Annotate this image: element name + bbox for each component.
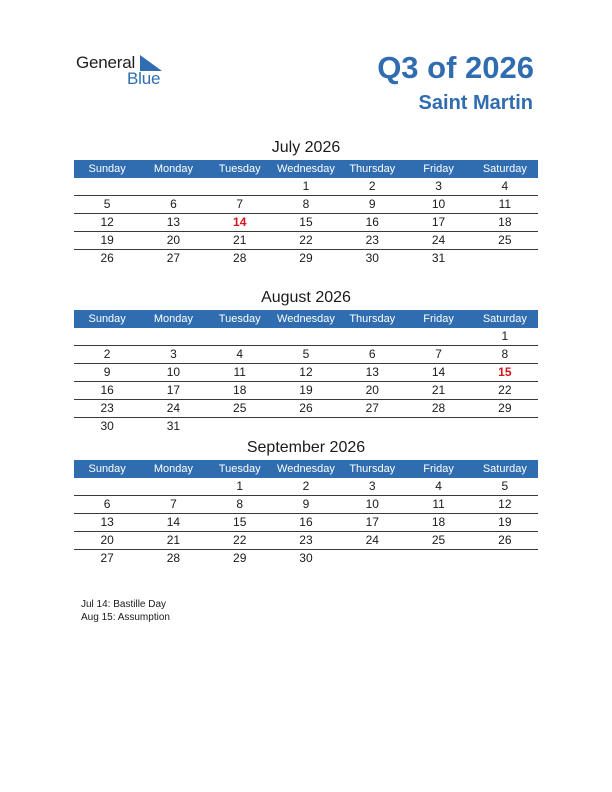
weekday-header: Sunday <box>88 313 126 325</box>
day-cell: 29 <box>299 251 313 265</box>
day-cell: 9 <box>368 197 376 211</box>
week-row <box>74 250 538 267</box>
day-cell: 18 <box>431 515 446 529</box>
weekday-header: Monday <box>153 463 193 475</box>
weekday-header: Saturday <box>482 313 527 325</box>
day-cell: 13 <box>166 215 181 229</box>
holiday-note: Aug 15: Assumption <box>81 612 170 623</box>
day-cell: 30 <box>100 419 114 433</box>
day-cell: 15 <box>299 215 313 229</box>
weekday-header: Tuesday <box>218 313 261 325</box>
day-cell: 21 <box>233 233 247 247</box>
day-cell: 1 <box>501 329 509 343</box>
day-cell: 19 <box>299 383 313 397</box>
weekday-header: Saturday <box>482 463 527 475</box>
day-cell: 9 <box>302 497 310 511</box>
day-cell: 28 <box>431 401 446 415</box>
month-calendar-september <box>74 437 538 567</box>
day-cell: 17 <box>166 383 181 397</box>
weekday-header: Wednesday <box>277 313 335 325</box>
weekday-header: Tuesday <box>218 463 261 475</box>
empty-day-cell <box>74 478 140 495</box>
day-cell: 16 <box>299 515 313 529</box>
day-cell: 9 <box>103 365 111 379</box>
day-cell: 6 <box>170 197 177 211</box>
day-cell: 20 <box>365 383 379 397</box>
weekday-header-row <box>74 460 538 478</box>
generalblue-logo <box>76 53 176 89</box>
day-cell: 29 <box>233 551 247 565</box>
day-cell: 27 <box>100 551 114 565</box>
day-cell: 11 <box>233 365 246 379</box>
day-cell: 20 <box>166 233 181 247</box>
holiday-notes <box>81 598 170 624</box>
day-cell: 6 <box>368 347 376 361</box>
day-cell: 12 <box>299 365 313 379</box>
day-cell: 21 <box>431 383 446 397</box>
day-cell: 31 <box>166 419 181 433</box>
day-cell: 8 <box>501 347 509 361</box>
week-row <box>74 400 538 418</box>
day-cell: 18 <box>498 215 512 229</box>
empty-day-cell <box>405 328 471 345</box>
day-cell: 2 <box>302 479 310 493</box>
empty-day-cell <box>207 178 273 195</box>
day-cell: 4 <box>501 179 509 193</box>
weekday-header: Wednesday <box>277 163 335 175</box>
day-cell: 22 <box>233 533 247 547</box>
week-row <box>74 178 538 196</box>
week-row <box>74 478 538 496</box>
weekday-header: Thursday <box>349 163 396 175</box>
page-title: Q3 of 2026 <box>377 50 534 85</box>
empty-day-cell <box>472 418 538 435</box>
day-cell: 7 <box>170 497 177 511</box>
weekday-header: Friday <box>423 463 454 475</box>
weekday-header: Sunday <box>88 463 126 475</box>
empty-day-cell <box>140 178 206 195</box>
empty-day-cell <box>339 328 405 345</box>
day-cell: 2 <box>103 347 111 361</box>
day-cell: 8 <box>302 197 310 211</box>
day-cell: 23 <box>100 401 114 415</box>
day-cell: 1 <box>236 479 244 493</box>
weekday-header: Friday <box>423 313 454 325</box>
day-cell: 29 <box>498 401 512 415</box>
month-title: September 2026 <box>246 439 366 456</box>
day-cell: 20 <box>100 533 114 547</box>
empty-day-cell <box>74 328 140 345</box>
day-cell: 5 <box>103 197 111 211</box>
day-cell: 23 <box>365 233 379 247</box>
day-cell: 3 <box>435 179 442 193</box>
empty-day-cell <box>74 178 140 195</box>
day-cell: 25 <box>431 533 446 547</box>
region-name: Saint Martin <box>418 92 533 114</box>
day-cell: 17 <box>431 215 446 229</box>
day-cell: 5 <box>302 347 310 361</box>
weekday-header: Wednesday <box>277 463 335 475</box>
week-row <box>74 232 538 250</box>
day-cell: 27 <box>365 401 379 415</box>
week-row <box>74 514 538 532</box>
day-cell: 26 <box>498 533 512 547</box>
day-cell: 26 <box>100 251 114 265</box>
week-row <box>74 328 538 346</box>
week-row <box>74 346 538 364</box>
week-row <box>74 418 538 435</box>
empty-day-cell <box>273 328 339 345</box>
holiday-day-cell: 15 <box>498 365 512 379</box>
empty-day-cell <box>472 250 538 267</box>
day-cell: 19 <box>498 515 512 529</box>
day-cell: 22 <box>299 233 313 247</box>
holiday-note: Jul 14: Bastille Day <box>81 599 167 610</box>
month-calendar-august <box>74 287 538 435</box>
day-cell: 16 <box>100 383 114 397</box>
empty-day-cell <box>140 328 206 345</box>
empty-day-cell <box>207 418 273 435</box>
empty-day-cell <box>472 550 538 567</box>
day-cell: 4 <box>236 347 244 361</box>
day-cell: 2 <box>368 179 376 193</box>
day-cell: 22 <box>498 383 512 397</box>
weekday-header: Saturday <box>482 163 527 175</box>
week-row <box>74 550 538 567</box>
day-cell: 10 <box>166 365 181 379</box>
day-cell: 30 <box>299 551 313 565</box>
day-cell: 13 <box>100 515 114 529</box>
week-row <box>74 496 538 514</box>
week-row <box>74 532 538 550</box>
weekday-header: Thursday <box>349 313 396 325</box>
week-row <box>74 196 538 214</box>
weekday-header: Thursday <box>349 463 396 475</box>
weekday-header: Tuesday <box>218 163 261 175</box>
day-cell: 3 <box>368 479 376 493</box>
day-cell: 10 <box>365 497 379 511</box>
weekday-header-row <box>74 310 538 328</box>
day-cell: 5 <box>501 479 509 493</box>
day-cell: 30 <box>365 251 379 265</box>
day-cell: 16 <box>365 215 379 229</box>
day-cell: 26 <box>299 401 313 415</box>
day-cell: 18 <box>233 383 247 397</box>
day-cell: 11 <box>498 197 512 211</box>
day-cell: 8 <box>236 497 244 511</box>
weekday-header: Monday <box>153 163 193 175</box>
day-cell: 21 <box>166 533 181 547</box>
weekday-header: Friday <box>423 163 454 175</box>
day-cell: 27 <box>166 251 181 265</box>
day-cell: 28 <box>233 251 247 265</box>
day-cell: 17 <box>365 515 379 529</box>
empty-day-cell <box>339 550 405 567</box>
empty-day-cell <box>207 328 273 345</box>
day-cell: 7 <box>236 197 244 211</box>
day-cell: 15 <box>233 515 247 529</box>
day-cell: 25 <box>233 401 247 415</box>
day-cell: 31 <box>431 251 446 265</box>
day-cell: 28 <box>166 551 181 565</box>
empty-day-cell <box>273 418 339 435</box>
day-cell: 10 <box>431 197 446 211</box>
empty-day-cell <box>140 478 206 495</box>
day-cell: 14 <box>431 365 446 379</box>
day-cell: 11 <box>432 497 445 511</box>
day-cell: 12 <box>100 215 114 229</box>
week-row <box>74 364 538 382</box>
week-row <box>74 382 538 400</box>
day-cell: 4 <box>435 479 442 493</box>
day-cell: 1 <box>302 179 310 193</box>
month-title: August 2026 <box>261 289 351 306</box>
logo-word-general: General <box>76 53 136 72</box>
day-cell: 24 <box>431 233 446 247</box>
holiday-day-cell: 14 <box>233 215 247 229</box>
day-cell: 13 <box>365 365 379 379</box>
day-cell: 3 <box>170 347 177 361</box>
weekday-header: Monday <box>153 313 193 325</box>
day-cell: 6 <box>103 497 111 511</box>
weekday-header: Sunday <box>88 163 126 175</box>
day-cell: 23 <box>299 533 313 547</box>
day-cell: 7 <box>435 347 442 361</box>
month-calendar-july <box>74 137 538 267</box>
empty-day-cell <box>405 418 471 435</box>
empty-day-cell <box>339 418 405 435</box>
week-row <box>74 214 538 232</box>
empty-day-cell <box>405 550 471 567</box>
weekday-header-row <box>74 160 538 178</box>
day-cell: 25 <box>498 233 512 247</box>
month-title: July 2026 <box>271 139 341 156</box>
logo-word-blue: Blue <box>127 69 161 88</box>
day-cell: 24 <box>166 401 181 415</box>
day-cell: 14 <box>166 515 181 529</box>
day-cell: 12 <box>498 497 512 511</box>
day-cell: 24 <box>365 533 379 547</box>
day-cell: 19 <box>100 233 114 247</box>
